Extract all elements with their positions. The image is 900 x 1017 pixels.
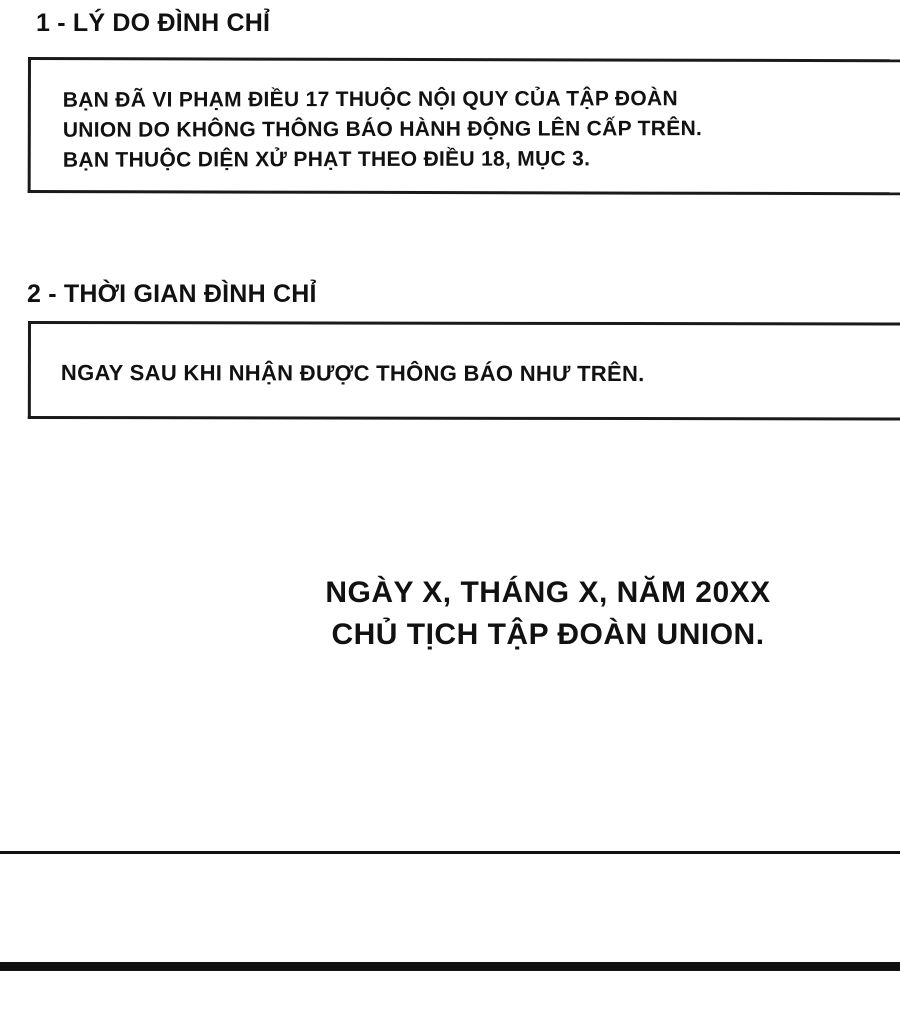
reason-box	[28, 57, 900, 195]
signature-block	[288, 572, 808, 656]
duration-text: NGAY SAU KHI NHẬN ĐƯỢC THÔNG BÁO NHƯ TRÊN.	[60, 360, 645, 387]
signer-line: CHỦ TỊCH TẬP ĐOÀN UNION.	[331, 618, 765, 651]
divider-line	[0, 851, 900, 854]
section-1-heading: 1 - LÝ DO ĐÌNH CHỈ	[36, 9, 271, 37]
date-line: NGÀY X, THÁNG X, NĂM 20XX	[325, 576, 771, 609]
section-2-heading: 2 - THỜI GIAN ĐÌNH CHỈ	[27, 280, 317, 308]
reason-line: BẠN ĐÃ VI PHẠM ĐIỀU 17 THUỘC NỘI QUY CỦA TẬP ĐOÀN	[62, 87, 678, 112]
reason-line: UNION DO KHÔNG THÔNG BÁO HÀNH ĐỘNG LÊN CẤP TRÊN.	[62, 117, 703, 142]
panel-border	[0, 962, 900, 971]
reason-text	[63, 84, 703, 176]
duration-box	[28, 321, 900, 421]
reason-line: BẠN THUỘC DIỆN XỬ PHẠT THEO ĐIỀU 18, MỤC 3.	[62, 147, 591, 172]
